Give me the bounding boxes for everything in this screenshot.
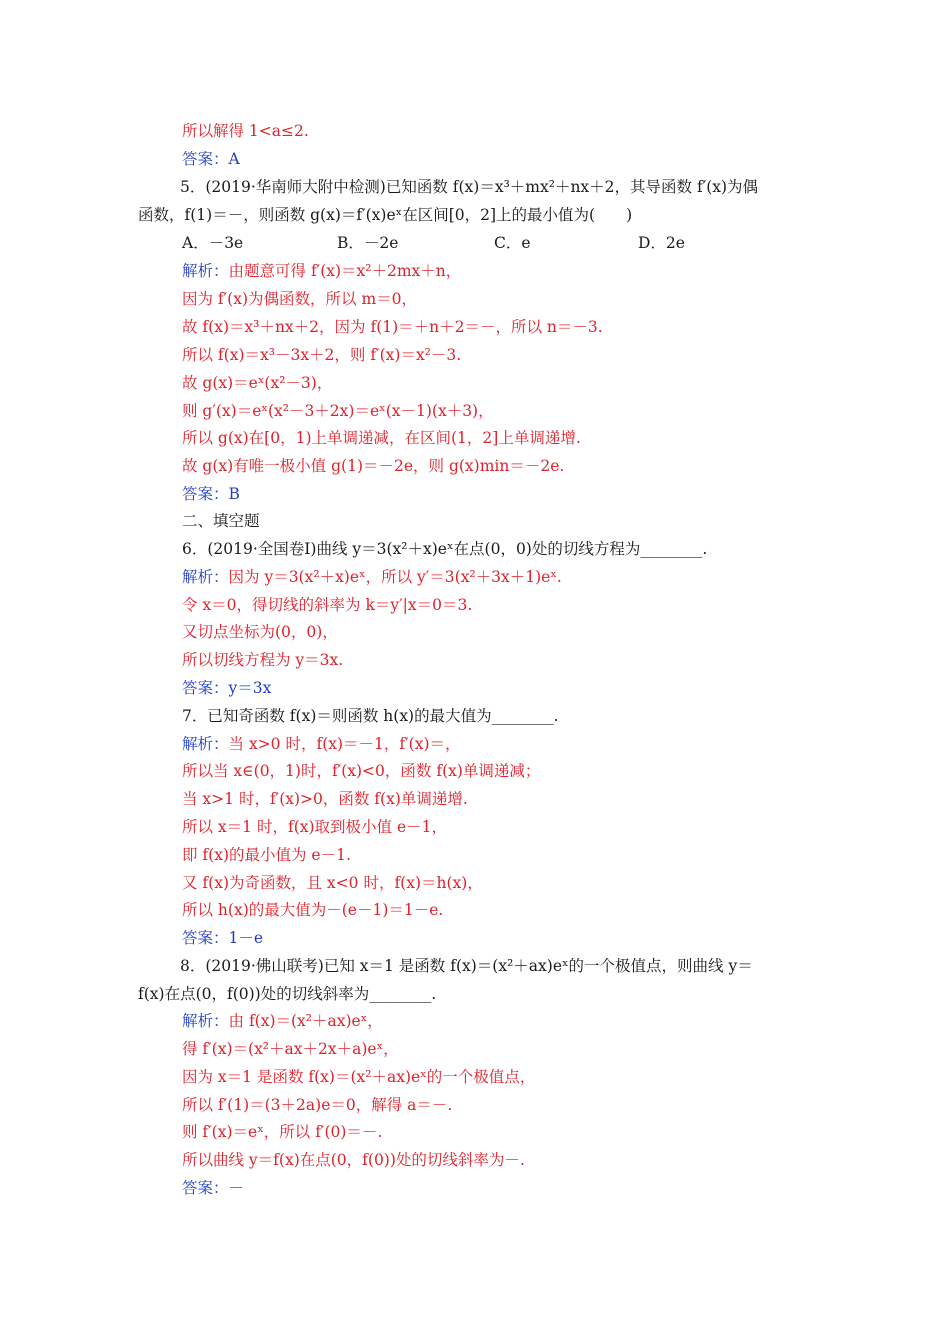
option-d: D．2e [638,234,685,252]
answer-line [182,146,240,173]
solution-line: 所以 f′(1)＝(3＋2a)e＝0，解得 a＝－. [182,1096,453,1114]
solution-line: 得 f′(x)＝(x²＋ax＋2x＋a)eˣ， [182,1040,399,1058]
answer-line [182,925,263,952]
question-line: 7．已知奇函数 f(x)＝则函数 h(x)的最大值为________. [182,707,559,725]
solution-line: 所以切线方程为 y＝3x. [182,651,344,669]
solution-line: 又切点坐标为(0，0)， [182,623,338,641]
solution-line: 所以当 x∈(0，1)时，f′(x)<0，函数 f(x)单调递减； [182,762,541,780]
solution-line: 所以解得 1<a≤2. [182,122,309,140]
solution-line: 故 g(x)有唯一极小值 g(1)＝－2e，则 g(x)min＝－2e. [182,457,565,475]
solution-line: 因为 f′(x)为偶函数，所以 m＝0， [182,290,418,308]
question-line: 8．(2019·佛山联考)已知 x＝1 是函数 f(x)＝(x²＋ax)eˣ的一个极值点，则曲线 y＝ [180,957,753,975]
solution-line: 故 f(x)＝x³＋nx＋2，因为 f(1)＝＋n＋2＝－，所以 n＝－3. [182,318,603,336]
solution-line: 解析：由 f(x)＝(x²＋ax)eˣ， [182,1012,383,1030]
solution-line: 即 f(x)的最小值为 e－1. [182,846,351,864]
solution-line: 当 x>1 时，f′(x)>0，函数 f(x)单调递增. [182,790,468,808]
answer-value: B [228,485,240,503]
solution-line: 解析：当 x>0 时，f(x)＝－1，f′(x)＝， [182,735,461,753]
solution-line: 又 f(x)为奇函数，且 x<0 时，f(x)＝h(x)， [182,874,483,892]
option-a: A．－3e [182,234,244,252]
answer-label: 答案： [182,679,229,697]
solution-line: 则 f′(x)＝eˣ，所以 f′(0)＝－. [182,1123,383,1141]
solution-line: 令 x＝0，得切线的斜率为 k＝y′|x＝0＝3. [182,596,473,614]
solution-line: 解析：因为 y＝3(x²＋x)eˣ，所以 y′＝3(x²＋3x＋1)eˣ. [182,568,562,586]
question-line: 6．(2019·全国卷Ⅰ)曲线 y＝3(x²＋x)eˣ在点(0，0)处的切线方程为________. [182,540,708,558]
option-c: C．e [494,234,531,252]
solution-label: 解析： [182,1012,229,1030]
options-row [182,230,742,257]
answer-value: A [228,150,240,168]
question-line: 函数，f(1)＝－，则函数 g(x)＝f′(x)eˣ在区间[0，2]上的最小值为( ) [138,206,633,224]
answer-line [182,481,240,508]
answer-value: y＝3x [228,679,272,697]
solution-line: 所以曲线 y＝f(x)在点(0，f(0))处的切线斜率为－. [182,1151,525,1169]
answer-line [182,1175,244,1202]
solution-label: 解析： [182,262,229,280]
answer-label: 答案： [182,1179,229,1197]
solution-line: 所以 x＝1 时，f(x)取到极小值 e－1， [182,818,447,836]
solution-line: 所以 f(x)＝x³－3x＋2，则 f′(x)＝x²－3. [182,346,462,364]
answer-label: 答案： [182,929,229,947]
solution-line: 故 g(x)＝eˣ(x²－3)， [182,374,333,392]
question-line: 5．(2019·华南师大附中检测)已知函数 f(x)＝x³＋mx²＋nx＋2，其导函数 f′(x)为偶 [180,178,759,196]
question-line: f(x)在点(0，f(0))处的切线斜率为________. [138,985,437,1003]
section-heading: 二、填空题 [182,512,260,530]
answer-value: 1－e [228,929,264,947]
solution-label: 解析： [182,568,229,586]
answer-label: 答案： [182,485,229,503]
solution-line: 所以 g(x)在[0，1)上单调递减，在区间(1，2]上单调递增. [182,429,581,447]
solution-line: 所以 h(x)的最大值为－(e－1)＝1－e. [182,901,444,919]
answer-line [182,675,271,702]
answer-value: － [228,1179,245,1197]
solution-label: 解析： [182,735,229,753]
answer-label: 答案： [182,150,229,168]
option-b: B．－2e [337,234,399,252]
solution-line: 解析：由题意可得 f′(x)＝x²＋2mx＋n， [182,262,462,280]
solution-line: 因为 x＝1 是函数 f(x)＝(x²＋ax)eˣ的一个极值点， [182,1068,536,1086]
solution-line: 则 g′(x)＝eˣ(x²－3＋2x)＝eˣ(x－1)(x＋3)， [182,402,494,420]
